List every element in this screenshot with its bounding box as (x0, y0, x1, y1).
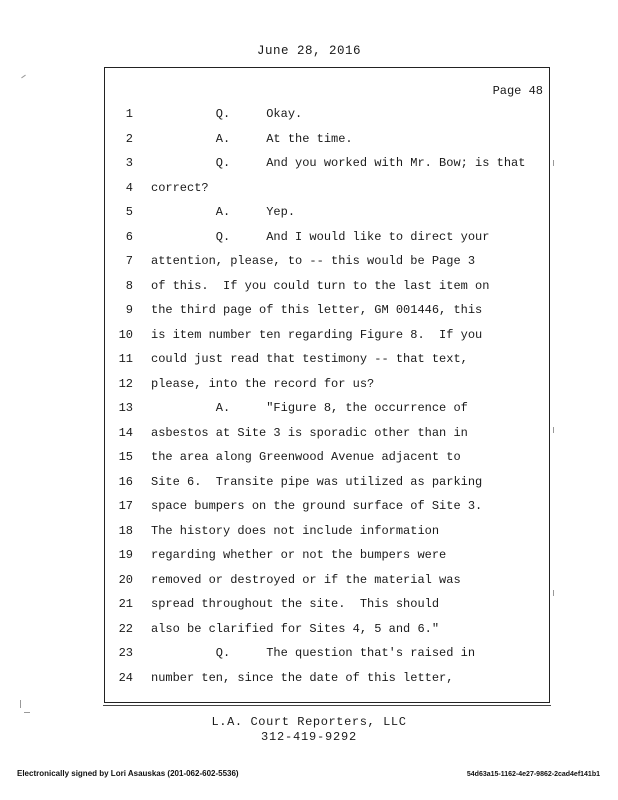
line-number: 18 (118, 523, 133, 538)
line-number: 11 (118, 352, 133, 366)
transcript-line (105, 447, 545, 467)
header-date: June 28, 2016 (256, 44, 362, 58)
line-text: Site 6. Transite pipe was utilized as parking (151, 474, 483, 489)
line-number: 24 (118, 670, 133, 685)
line-number: 13 (118, 401, 133, 415)
transcript-line (105, 129, 545, 149)
line-number: 10 (118, 327, 133, 342)
scan-speck (553, 160, 554, 166)
line-text: Q. The question that's raised in (151, 646, 476, 660)
line-number: 8 (125, 278, 133, 293)
line-number: 12 (118, 376, 133, 391)
transcript-page-frame (104, 67, 550, 703)
line-text: asbestos at Site 3 is sporadic other than in (151, 425, 468, 440)
transcript-line (105, 276, 545, 296)
transcript-line (105, 619, 545, 639)
transcript-line (105, 594, 545, 614)
transcript-line (105, 521, 545, 541)
transcript-line (105, 423, 545, 443)
scan-speck (24, 712, 30, 713)
scan-speck (21, 75, 26, 79)
line-text: regarding whether or not the bumpers were (151, 548, 447, 562)
transcript-line (105, 325, 545, 345)
line-text: A. Yep. (151, 205, 296, 219)
line-text: spread throughout the site. This should (151, 597, 440, 611)
line-number: 4 (125, 180, 133, 195)
line-number: 3 (125, 156, 133, 170)
line-text: Q. And you worked with Mr. Bow; is that (151, 156, 526, 170)
scan-speck (553, 590, 554, 596)
line-text: also be clarified for Sites 4, 5 and 6." (151, 621, 440, 636)
line-number: 2 (125, 131, 133, 146)
transcript-line (105, 300, 545, 320)
scan-speck (20, 700, 21, 708)
transcript-line (105, 153, 545, 173)
line-text: number ten, since the date of this letter, (151, 670, 454, 685)
transcript-line (105, 374, 545, 394)
line-number: 1 (125, 107, 133, 121)
e-signature-text: Electronically signed by Lori Asauskas (201-062-602-5536) (17, 769, 239, 778)
transcript-line (105, 472, 545, 492)
line-text: Q. And I would like to direct your (151, 229, 490, 244)
transcript-line (105, 545, 545, 565)
line-number: 23 (118, 646, 133, 660)
document-id: 54d63a15-1162-4e27-9862-2cad4ef141b1 (466, 771, 600, 778)
line-text: the third page of this letter, GM 001446, this (151, 303, 483, 317)
footer-company: L.A. Court Reporters, LLC (211, 715, 407, 729)
transcript-line (105, 227, 545, 247)
line-number: 17 (118, 499, 133, 513)
line-text: could just read that testimony -- that text, (151, 352, 468, 366)
line-number: 16 (118, 474, 133, 489)
line-text: A. "Figure 8, the occurrence of (151, 401, 468, 415)
line-number: 7 (125, 254, 133, 268)
line-text: A. At the time. (151, 131, 353, 146)
page-label: Page 48 (492, 84, 543, 98)
transcript-line (105, 668, 545, 688)
line-text: is item number ten regarding Figure 8. If you (151, 327, 483, 342)
line-number: 20 (118, 572, 133, 587)
line-number: 19 (118, 548, 133, 562)
line-text: attention, please, to -- this would be Page 3 (151, 254, 476, 268)
transcript-line (105, 202, 545, 222)
line-text: removed or destroyed or if the material was (151, 572, 461, 587)
line-number: 21 (118, 597, 133, 611)
line-number: 6 (125, 229, 133, 244)
line-text: The history does not include information (151, 523, 440, 538)
transcript-line (105, 398, 545, 418)
line-number: 14 (118, 425, 133, 440)
line-text: space bumpers on the ground surface of Site 3. (151, 499, 483, 513)
line-number: 15 (118, 450, 133, 464)
line-text: Q. Okay. (151, 107, 303, 121)
line-text: correct? (151, 180, 209, 195)
transcript-line (105, 570, 545, 590)
transcript-line (105, 496, 545, 516)
transcript-line (105, 104, 545, 124)
transcript-line (105, 349, 545, 369)
transcript-line (105, 178, 545, 198)
footer-phone: 312-419-9292 (260, 730, 357, 744)
line-text: of this. If you could turn to the last item on (151, 278, 490, 293)
line-text: please, into the record for us? (151, 376, 375, 391)
line-text: the area along Greenwood Avenue adjacent to (151, 450, 461, 464)
line-number: 9 (125, 303, 133, 317)
transcript-line (105, 251, 545, 271)
scan-speck (553, 427, 554, 433)
transcript-line (105, 643, 545, 663)
line-number: 5 (125, 205, 133, 219)
line-number: 22 (118, 621, 133, 636)
